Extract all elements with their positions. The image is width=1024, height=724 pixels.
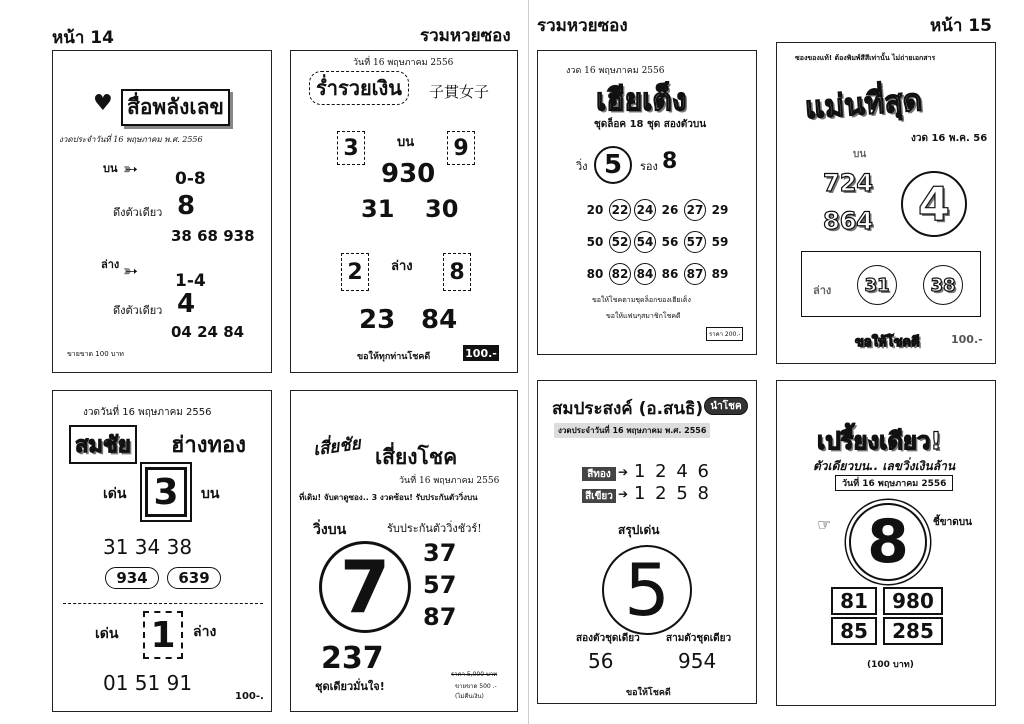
price-3: (ไม่คืนเงิน) <box>455 693 484 700</box>
three-digit: 930 <box>381 159 436 189</box>
date-line: วันที่ 16 พฤษภาคม 2556 <box>353 58 454 68</box>
upper-numbers: 38 68 938 <box>171 227 255 245</box>
upper-digit: 3 <box>145 467 187 517</box>
date-line: งวด 16 พ.ค. 56 <box>911 133 988 144</box>
date-line: งวดประจำวันที่ 16 พฤษภาคม พ.ศ. 2556 <box>59 135 203 144</box>
panel-title: สมประสงค์ (อ.สนธิ) <box>552 399 704 419</box>
panel-priang-diao <box>776 380 996 706</box>
list-item: 57 <box>423 571 457 599</box>
cupid-arrow-icon: ➳ <box>123 261 139 282</box>
lower-ring-b <box>923 265 963 305</box>
value-two: 56 <box>588 649 614 673</box>
lower-pair-b: 84 <box>421 305 458 335</box>
date-line: งวดประจำวันที่ 16 พฤษภาคม พ.ศ. 2556 <box>554 423 710 438</box>
pointing-hand-icon: ☞ <box>817 515 832 534</box>
lower-label: ล่าง <box>813 284 832 297</box>
upper-pairs: 31 34 38 <box>103 535 193 559</box>
cupid-arrow-icon: ➳ <box>123 159 139 180</box>
grid-number: 87 <box>684 263 706 285</box>
big-digit-ring <box>849 503 927 581</box>
grid-number: 22 <box>609 199 631 221</box>
dashed-divider <box>63 603 263 604</box>
tag-b: สีเขียว <box>582 489 616 503</box>
left-page-label: หน้า 14 <box>52 28 114 48</box>
grid-number: 24 <box>634 199 656 221</box>
badge: นำโชค <box>704 397 748 415</box>
main-digit: 5 <box>594 146 632 184</box>
main-prefix: วิ่ง <box>576 160 588 173</box>
label-three: สามตัวชุดเดียว <box>666 633 732 644</box>
lower-numbers: 04 24 84 <box>171 323 245 341</box>
upper-label: บน <box>103 162 118 175</box>
pair-a: 31 <box>361 195 395 223</box>
footer-text: ขอให้โชคดี <box>626 688 671 698</box>
lower-label: ล่าง <box>391 259 413 274</box>
upper-label: บน <box>201 486 220 502</box>
nums-b: 1 2 5 8 <box>634 483 711 504</box>
lower-digit: 1 <box>143 611 183 659</box>
panel-rumruay-ngoen <box>290 50 518 373</box>
lower-value: 1-4 <box>175 271 206 291</box>
grid-number: 56 <box>661 235 679 249</box>
price-badge: 100.- <box>463 345 499 361</box>
grid-number: 50 <box>586 235 604 249</box>
note-2: ขอให้แฟนๆสมาชิกโชคดี <box>606 312 681 320</box>
lower-left-digit: 2 <box>341 253 369 291</box>
price-note: ขายขาด 100 บาท <box>67 350 124 358</box>
list-item: 37 <box>423 539 457 567</box>
price-1: ราคา 5,000 บาท <box>451 671 498 678</box>
lower-pairs: 01 51 91 <box>103 671 193 695</box>
second-digit: 8 <box>662 149 678 174</box>
subtitle: ชุดล็อค 18 ชุด สองตัวบน <box>594 119 707 130</box>
value-three: 954 <box>678 649 717 673</box>
panel-title: สื่อพลังเลข <box>121 89 230 126</box>
footer-text: ขอให้โชคดี <box>855 335 920 350</box>
footer-text: ขอให้ทุกท่านโชคดี <box>357 352 431 362</box>
panel-somchai-hang-thong <box>52 390 272 712</box>
title-b: ฮ่างทอง <box>171 433 246 458</box>
price: (100 บาท) <box>867 660 914 670</box>
lower-a: 31 <box>864 274 890 296</box>
upper-single-label: ดึงตัวเดียว <box>113 206 163 219</box>
grid-number: 59 <box>711 235 729 249</box>
oval-b: 639 <box>167 567 221 589</box>
tag-a: สีทอง <box>582 467 616 481</box>
upper-num-b: 864 <box>823 207 874 235</box>
top-line: ซองของแท้! ต้องพิมพ์สีสีเท่านั้น ไม่ถ่ายเอกสาร <box>795 54 936 62</box>
panel-title: แม่นที่สุด <box>803 82 924 127</box>
left-section-title: รวมหวยซอง <box>420 26 511 46</box>
cell: 81 <box>831 587 877 615</box>
right-page-label: หน้า 15 <box>930 16 992 36</box>
date-line: งวด 16 พฤษภาคม 2556 <box>566 66 665 76</box>
summary-label: สรุปเด่น <box>618 523 660 537</box>
grid-number: 27 <box>684 199 706 221</box>
subtitle: ตัวเดียวบน.. เลขวิ่งเงินล้าน <box>813 459 956 473</box>
big-digit: 5 <box>624 548 670 632</box>
date-line: วันที่ 16 พฤษภาคม 2556 <box>835 475 953 491</box>
label-two: สองตัวชุดเดียว <box>576 633 640 644</box>
price-2: ขายขาด 500 .- <box>455 683 497 690</box>
oval-a: 934 <box>105 567 159 589</box>
upper-label: บน <box>853 149 867 160</box>
panel-suea-phalang-lek <box>52 50 272 373</box>
grid-number: 86 <box>661 267 679 281</box>
big-digit: 4 <box>917 177 950 231</box>
lower-pair-a: 23 <box>359 305 396 335</box>
guarantee: รับประกันตัววิ่งชัวร์! <box>387 522 482 535</box>
nums-a: 1 2 4 6 <box>634 461 711 482</box>
lower-b: 38 <box>930 274 956 296</box>
cell: 285 <box>883 617 943 645</box>
upper-value: 0-8 <box>175 169 206 189</box>
grid-number: 57 <box>684 231 706 253</box>
lower-right-digit: 8 <box>443 253 471 291</box>
big-digit: 7 <box>339 545 391 629</box>
grid-number: 29 <box>711 203 729 217</box>
slogan: ที่เดิม! จับตาดูซอง.. 3 งวดซ้อน! รับประกันตัววิ่งบน <box>299 493 478 502</box>
panel-hia-teng <box>537 50 757 355</box>
three-digit: 237 <box>321 641 384 676</box>
price-tag: ราคา 200.- <box>706 327 743 341</box>
number-grid <box>584 199 734 299</box>
big-digit-ring <box>319 541 411 633</box>
cupid-icon: ♥ <box>93 91 113 116</box>
lower-label: ล่าง <box>101 258 120 271</box>
note-1: ขอให้โชคตามชุดล็อกของเฮียเต็ง <box>592 296 691 304</box>
right-section-title: รวมหวยซอง <box>537 16 628 36</box>
grid-number: 52 <box>609 231 631 253</box>
play-label-upper: เด่น <box>103 486 127 502</box>
grid-number: 54 <box>634 231 656 253</box>
lower-single-value: 4 <box>177 289 196 319</box>
grid-number: 82 <box>609 263 631 285</box>
panel-title: เฮียเต็ง <box>596 83 687 118</box>
page-fold-divider <box>528 0 529 724</box>
big-digit: 8 <box>867 507 909 577</box>
run-label: วิ่งบน <box>313 522 347 538</box>
cell: 85 <box>831 617 877 645</box>
lower-ring-a <box>857 265 897 305</box>
grid-number: 80 <box>586 267 604 281</box>
list-item: 87 <box>423 603 457 631</box>
title-a: สมชัย <box>69 425 137 464</box>
arrow-right-icon: ➔ <box>618 465 629 479</box>
grid-number: 89 <box>711 267 729 281</box>
pair-b: 30 <box>425 195 459 223</box>
price: 100.- <box>951 333 983 346</box>
upper-num-a: 724 <box>823 169 874 197</box>
upper-right-digit: 9 <box>447 131 475 165</box>
lower-single-label: ดึงตัวเดียว <box>113 304 163 317</box>
grid-number: 84 <box>634 263 656 285</box>
date-line: งวดวันที่ 16 พฤษภาคม 2556 <box>83 407 212 418</box>
arrow-right-icon: ➔ <box>618 487 629 501</box>
big-digit-ring <box>901 171 967 237</box>
title-a: เสี่ยชัย <box>311 433 362 461</box>
upper-left-digit: 3 <box>337 131 365 165</box>
side-label: ชี้ขาดบน <box>933 517 972 528</box>
panel-somprasong <box>537 380 757 704</box>
panel-sia-chai <box>290 390 518 712</box>
tagline: ชุดเดียวมั่นใจ! <box>315 680 385 693</box>
panel-maen-thi-sut <box>776 42 996 364</box>
panel-title: เปรี้ยงเดียว! <box>817 427 942 455</box>
grid-number: 20 <box>586 203 604 217</box>
upper-label: บน <box>397 135 415 150</box>
second-label: รอง <box>640 160 658 173</box>
date-line: วันที่ 16 พฤษภาคม 2556 <box>399 476 500 486</box>
price: 100-. <box>235 691 264 702</box>
big-digit-ring <box>602 545 692 635</box>
chinese-symbols: 子貫女子 <box>429 83 490 101</box>
upper-single-value: 8 <box>177 191 196 221</box>
lower-label: ล่าง <box>193 624 217 640</box>
grid-number: 26 <box>661 203 679 217</box>
cell: 980 <box>883 587 943 615</box>
panel-title: ร่ำรวยเงิน <box>309 71 409 105</box>
play-label-lower: เด่น <box>95 626 119 642</box>
title-b: เสี่ยงโชค <box>375 445 458 469</box>
